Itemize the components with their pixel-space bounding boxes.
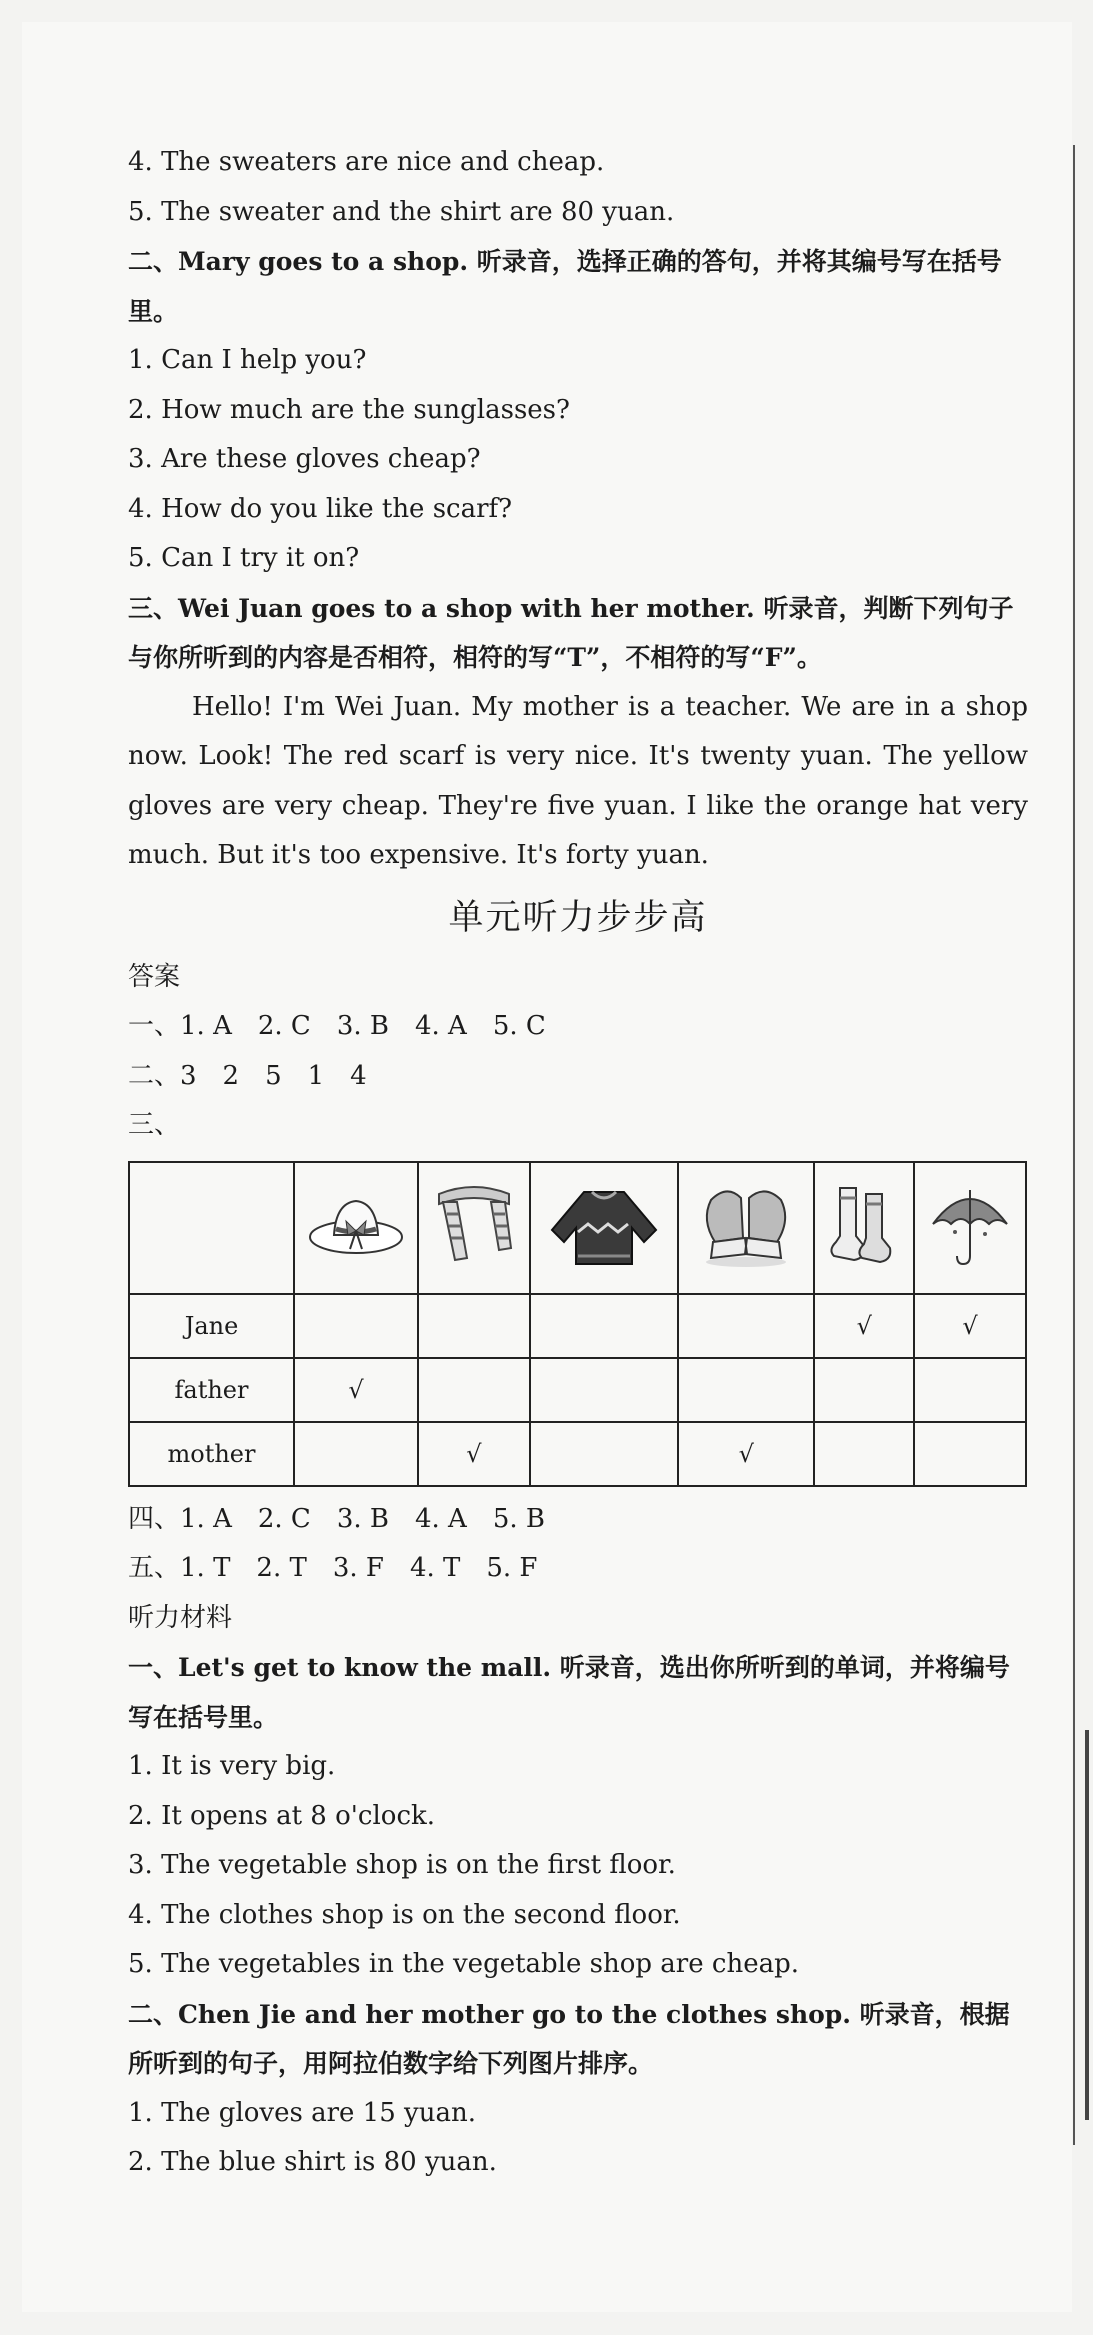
table-icon-row [129, 1162, 1026, 1294]
list-item: 5. The sweater and the shirt are 80 yuan. [128, 196, 675, 227]
list-item: 2. The blue shirt is 80 yuan. [128, 2147, 497, 2177]
answer-line: 五、1. T 2. T 3. F 4. T 5. F [128, 1553, 538, 1583]
umbrella-icon [914, 1162, 1026, 1294]
list-item: 1. It is very big. [128, 1751, 336, 1781]
section-heading: 二、Chen Jie and her mother go to the clothes shop. 听录音，根据所听到的句子，用阿拉伯数字给下列图片排序。 [128, 1999, 1010, 2078]
section-heading: 三、Wei Juan goes to a shop with her mother. 听录音，判断下列句子与你所听到的内容是否相符，相符的写“T”，不相符的写“F”。 [128, 593, 1014, 672]
table-row [129, 1294, 1026, 1358]
list-item: 1. The gloves are 15 yuan. [128, 2097, 476, 2128]
table-cell [530, 1422, 678, 1486]
table-cell [418, 1358, 530, 1422]
table-cell [678, 1358, 814, 1422]
list-item: 3. Are these gloves cheap? [128, 444, 481, 474]
table-cell: √ [418, 1422, 530, 1486]
margin-rule [1073, 145, 1075, 2145]
table-cell: √ [294, 1358, 418, 1422]
table-cell [914, 1422, 1026, 1486]
table-row [129, 1422, 1026, 1486]
table-cell: √ [814, 1294, 914, 1358]
section-heading: 一、Let's get to know the mall. 听录音，选出你所听到的单词，并将编号写在括号里。 [128, 1653, 1010, 1732]
margin-rule-thick [1085, 1730, 1089, 2120]
table-cell [294, 1294, 418, 1358]
row-label: father [129, 1358, 294, 1422]
unit-title: 单元听力步步高 [448, 897, 708, 938]
table-cell: √ [914, 1294, 1026, 1358]
list-item: 2. How much are the sunglasses? [128, 394, 570, 425]
list-item: 4. The clothes shop is on the second floor. [128, 1899, 681, 1930]
answer-line: 四、1. A 2. C 3. B 4. A 5. B [128, 1503, 546, 1534]
list-item: 4. How do you like the scarf? [128, 493, 513, 524]
answer-line: 一、1. A 2. C 3. B 4. A 5. C [128, 1011, 546, 1041]
list-item: 4. The sweaters are nice and cheap. [128, 147, 605, 177]
list-item: 5. The vegetables in the vegetable shop are cheap. [128, 1949, 799, 1979]
answer-line: 二、3 2 5 1 4 [128, 1060, 367, 1091]
table-cell [294, 1422, 418, 1486]
socks-icon [814, 1162, 914, 1294]
table-row [129, 1358, 1026, 1422]
table-cell [418, 1294, 530, 1358]
table-cell [530, 1294, 678, 1358]
table-cell [814, 1422, 914, 1486]
table-cell [914, 1358, 1026, 1422]
table-corner-cell [129, 1162, 294, 1294]
reading-paragraph: Hello! I'm Wei Juan. My mother is a teacher. We are in a shop now. Look! The red scarf is very nice. It's twenty yuan. The yellow gloves are very cheap. They're five yuan. I like the orange hat very much. But it's too expensive. It's forty yuan. [128, 691, 1028, 870]
list-item: 1. Can I help you? [128, 345, 367, 375]
scarf-icon [418, 1162, 530, 1294]
row-label: mother [129, 1422, 294, 1486]
sweater-icon [530, 1162, 678, 1294]
list-item: 3. The vegetable shop is on the first floor. [128, 1850, 676, 1880]
list-item: 5. Can I try it on? [128, 543, 360, 573]
materials-label: 听力材料 [128, 1602, 233, 1633]
gloves-icon [678, 1162, 814, 1294]
list-item: 2. It opens at 8 o'clock. [128, 1800, 436, 1831]
answer-table [128, 1161, 1027, 1487]
table-cell [530, 1358, 678, 1422]
table-cell [678, 1294, 814, 1358]
row-label: Jane [129, 1294, 294, 1358]
table-cell: √ [678, 1422, 814, 1486]
document-content [128, 138, 1028, 2188]
table-cell [814, 1358, 914, 1422]
section-heading: 二、Mary goes to a shop. 听录音，选择正确的答句，并将其编号写在括号里。 [128, 247, 1002, 326]
answer-line: 三、 [128, 1110, 181, 1140]
hat-icon [294, 1162, 418, 1294]
answers-label: 答案 [128, 961, 181, 992]
